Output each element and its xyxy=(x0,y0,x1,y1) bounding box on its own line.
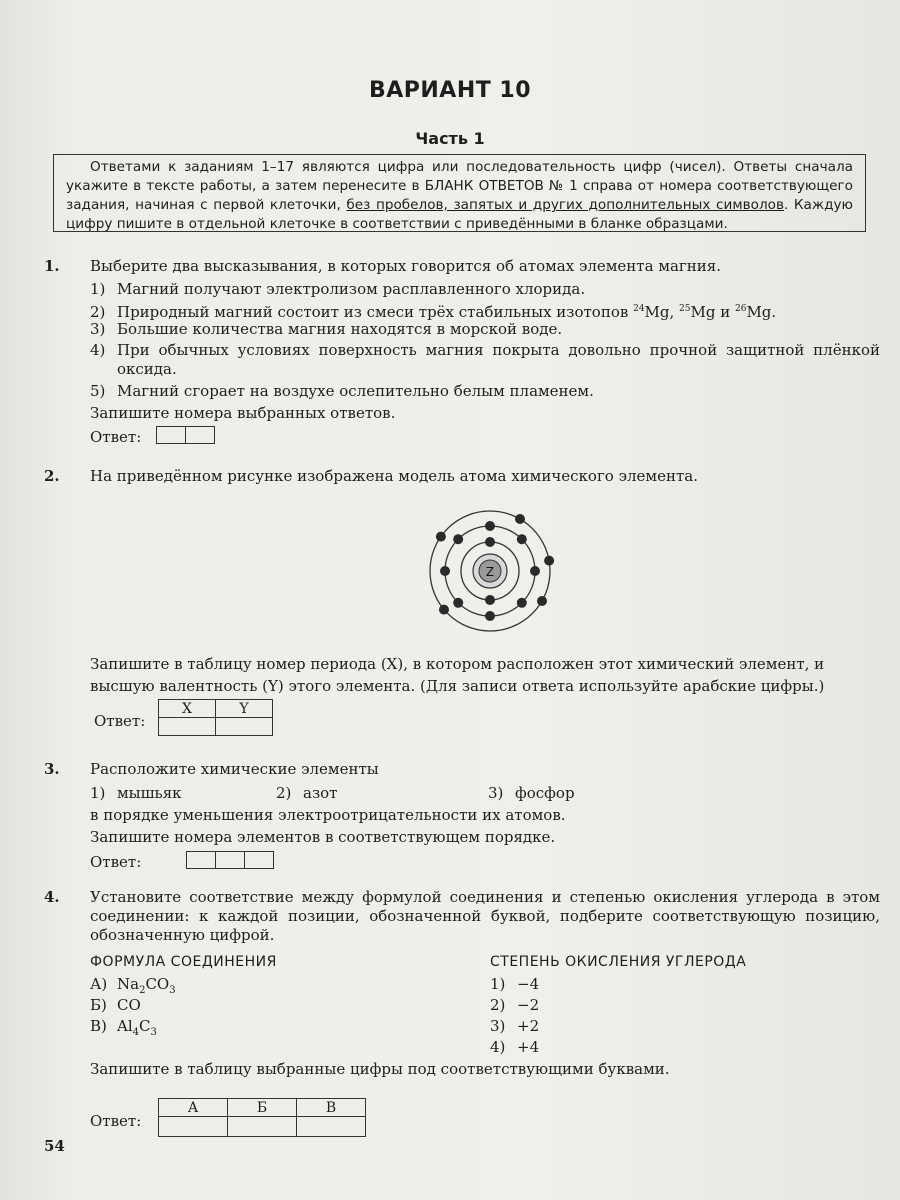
q1-option-5-num: 5) xyxy=(90,382,106,400)
q1-option-2-num: 2) xyxy=(90,303,106,321)
q2-prompt: На приведённом рисунке изображена модель атома химического элемента. xyxy=(90,467,698,485)
q1-answer-cells[interactable] xyxy=(156,426,215,444)
part-title: Часть 1 xyxy=(415,129,485,148)
q1-option-4-num: 4) xyxy=(90,341,106,359)
electron xyxy=(440,566,450,576)
q4-formula-c xyxy=(90,1017,157,1042)
state-value: −4 xyxy=(517,975,540,993)
q3-element-3 xyxy=(488,784,575,803)
answer-cell[interactable] xyxy=(157,427,186,444)
q4-right-header: СТЕПЕНЬ ОКИСЛЕНИЯ УГЛЕРОДА xyxy=(490,954,747,970)
formula-part: C xyxy=(139,1017,151,1035)
answer-cell[interactable] xyxy=(228,1117,297,1137)
q3-number: 3. xyxy=(44,760,60,778)
formula-part: CO xyxy=(145,975,170,993)
q4-state-4 xyxy=(490,1038,539,1057)
state-num: 4) xyxy=(490,1038,506,1056)
answer-cell[interactable] xyxy=(159,718,216,736)
iso-25-symbol: Mg и xyxy=(690,303,735,321)
electron xyxy=(453,534,463,544)
q4-col-a: А xyxy=(159,1099,228,1117)
electron xyxy=(485,611,495,621)
instructions-box xyxy=(53,154,866,232)
answer-cell[interactable] xyxy=(216,718,273,736)
q1-option-2 xyxy=(90,300,776,322)
q1-option-5 xyxy=(90,382,594,401)
q4-prompt: Установите соответствие между формулой соединения и степенью окисления углерода в этом соединении: к каждой позиции, обозначенной буквой, подберите соответствующую позицию, обозначенную цифрой. xyxy=(90,888,880,944)
electron xyxy=(517,534,527,544)
electron xyxy=(530,566,540,576)
q3-element-2-num: 2) xyxy=(276,784,292,802)
q1-option-4 xyxy=(90,341,880,379)
formula-sub: 3 xyxy=(169,985,176,996)
electron xyxy=(485,521,495,531)
q4-formula-b-letter: Б) xyxy=(90,996,107,1014)
iso-24: 24 xyxy=(633,304,645,314)
q4-formula-c-letter: В) xyxy=(90,1017,107,1035)
q3-order: в порядке уменьшения электроотрицательности их атомов. xyxy=(90,806,566,824)
q1-option-1-num: 1) xyxy=(90,280,106,298)
iso-25: 25 xyxy=(679,304,691,314)
instructions-text-a: Ответами к заданиям 1–17 являются цифра или последовательность цифр (чисел). Ответы сначала укажите в тексте работы, а затем перенесите в БЛАНК ОТВЕТОВ № 1 справа от номера соответствующего задания, начиная с первой клеточки, xyxy=(66,159,853,213)
q3-element-1-text: мышьяк xyxy=(117,784,182,802)
q4-col-b: Б xyxy=(228,1099,297,1117)
q4-formula-a-letter: А) xyxy=(90,975,108,993)
electron xyxy=(485,537,495,547)
atom-model-diagram xyxy=(410,503,570,643)
q2-answer-label: Ответ: xyxy=(94,712,146,730)
q4-instruction: Запишите в таблицу выбранные цифры под соответствующими буквами. xyxy=(90,1060,670,1078)
q4-formula-b xyxy=(90,996,141,1015)
state-value: +4 xyxy=(517,1038,540,1056)
q1-number: 1. xyxy=(44,257,60,275)
q4-state-1 xyxy=(490,975,539,994)
q1-option-3-num: 3) xyxy=(90,320,106,338)
q1-option-5-text: Магний сгорает на воздухе ослепительно белым пламенем. xyxy=(117,382,594,400)
answer-cell[interactable] xyxy=(187,852,216,869)
answer-cell[interactable] xyxy=(186,427,215,444)
page-number: 54 xyxy=(44,1137,65,1155)
formula-part: CO xyxy=(117,996,141,1014)
electron xyxy=(515,514,525,524)
formula-sub: 2 xyxy=(139,985,146,996)
q3-element-2 xyxy=(276,784,337,803)
q4-col-c: В xyxy=(297,1099,366,1117)
q4-answer-label: Ответ: xyxy=(90,1112,142,1130)
iso-26-symbol: Mg. xyxy=(746,303,777,321)
q2-number: 2. xyxy=(44,467,60,485)
state-num: 2) xyxy=(490,996,506,1014)
electron xyxy=(537,596,547,606)
electron xyxy=(485,595,495,605)
q4-answer-table[interactable] xyxy=(158,1098,366,1137)
state-num: 3) xyxy=(490,1017,506,1035)
q1-instruction: Запишите номера выбранных ответов. xyxy=(90,404,396,422)
instructions-underlined: без пробелов, запятых и других дополнительных символов xyxy=(346,197,784,213)
q3-element-2-text: азот xyxy=(303,784,338,802)
q4-left-header: ФОРМУЛА СОЕДИНЕНИЯ xyxy=(90,954,277,970)
q3-answer-label: Ответ: xyxy=(90,853,142,871)
q4-state-3 xyxy=(490,1017,539,1036)
q2-col-y: Y xyxy=(216,700,273,718)
q2-answer-table[interactable] xyxy=(158,699,273,736)
iso-26: 26 xyxy=(735,304,747,314)
formula-sub: 3 xyxy=(150,1027,157,1038)
q3-element-1-num: 1) xyxy=(90,784,106,802)
electron xyxy=(436,532,446,542)
q1-prompt: Выберите два высказывания, в которых говорится об атомах элемента магния. xyxy=(90,257,722,275)
q2-col-x: X xyxy=(159,700,216,718)
formula-part: Al xyxy=(117,1017,133,1035)
q3-element-3-num: 3) xyxy=(488,784,504,802)
instructions-text-b: . Каждую цифру пишите в отдельной клеточке в соответствии с приведёнными в бланке образцами. xyxy=(66,197,853,232)
q4-state-2 xyxy=(490,996,539,1015)
formula-sub: 4 xyxy=(132,1027,140,1038)
q1-option-3 xyxy=(90,320,562,339)
state-num: 1) xyxy=(490,975,506,993)
electron xyxy=(544,556,554,566)
nucleus-label: Z xyxy=(485,565,495,579)
electron xyxy=(439,605,449,615)
q4-number: 4. xyxy=(44,888,60,906)
answer-cell[interactable] xyxy=(245,852,274,869)
state-value: −2 xyxy=(517,996,540,1014)
state-value: +2 xyxy=(517,1017,540,1035)
q3-element-3-text: фосфор xyxy=(515,784,575,802)
iso-24-symbol: Mg, xyxy=(644,303,680,321)
q1-option-2-text: Природный магний состоит из смеси трёх стабильных изотопов xyxy=(117,303,634,321)
electron xyxy=(517,598,527,608)
q1-option-1-text: Магний получают электролизом расплавленного хлорида. xyxy=(117,280,586,298)
page-title: ВАРИАНТ 10 xyxy=(368,78,532,103)
q1-option-4-text: При обычных условиях поверхность магния покрыта довольно прочной защитной плёнкой оксида. xyxy=(117,341,880,378)
q2-instruction-2: высшую валентность (Y) этого элемента. (Для записи ответа используйте арабские цифры.) xyxy=(90,677,825,695)
q1-option-1 xyxy=(90,280,585,299)
electron xyxy=(453,598,463,608)
answer-cell[interactable] xyxy=(297,1117,366,1137)
answer-cell[interactable] xyxy=(216,852,245,869)
q1-answer-label: Ответ: xyxy=(90,428,142,446)
q3-answer-cells[interactable] xyxy=(186,851,274,869)
q3-instruction: Запишите номера элементов в соответствующем порядке. xyxy=(90,828,556,846)
q1-option-3-text: Большие количества магния находятся в морской воде. xyxy=(117,320,563,338)
formula-part: Na xyxy=(117,975,140,993)
q3-element-1 xyxy=(90,784,182,803)
q2-instruction-1: Запишите в таблицу номер периода (X), в котором расположен этот химический элемент, и xyxy=(90,655,825,673)
answer-cell[interactable] xyxy=(159,1117,228,1137)
q3-prompt: Расположите химические элементы xyxy=(90,760,379,778)
